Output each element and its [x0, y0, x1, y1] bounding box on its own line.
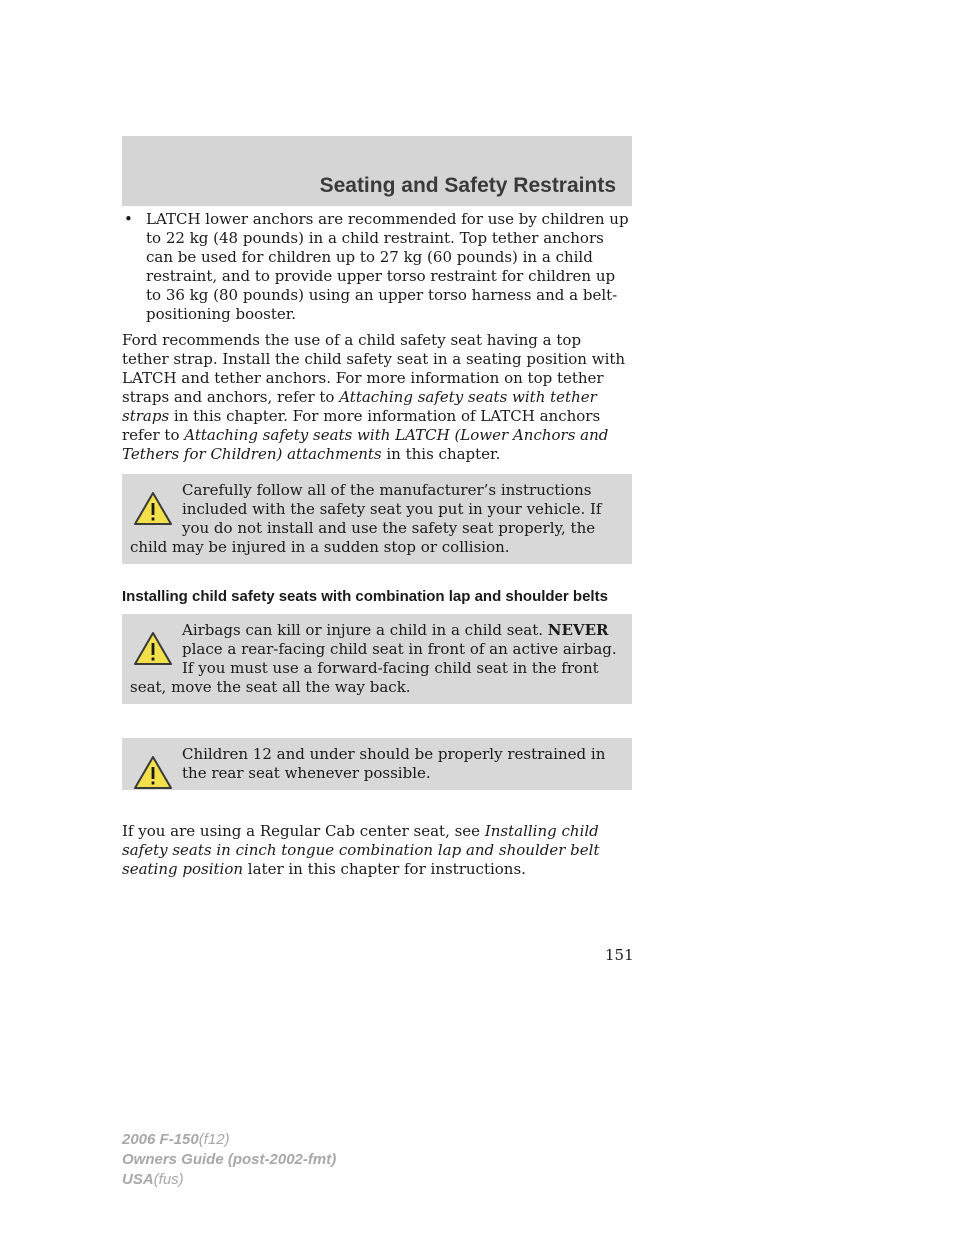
section-heading: Installing child safety seats with combination lap and shoulder belts [122, 588, 608, 605]
footer-code: (fus) [153, 1171, 184, 1188]
footer-guide: Owners Guide (post-2002-fmt) [122, 1151, 337, 1168]
warning-box [122, 738, 632, 790]
footer-market: USA [122, 1171, 154, 1188]
warning-text [130, 621, 622, 697]
cross-reference-link[interactable]: Attaching safety seats with tether straps [122, 388, 597, 425]
bullet-text: LATCH lower anchors are recommended for use by children up to 22 kg (48 pounds) in a child restraint. Top tether anchors can be used for children up to 27 kg (60 pounds) in a child restraint, and to provide upper torso restraint for children up to 36 kg (80 pounds) using an upper torso harness and a belt-positioning booster. [146, 210, 629, 323]
footer-model: 2006 F-150 [122, 1131, 199, 1148]
text-run: Ford recommends the use of a child safety seat having a top tether strap. Install the child safety seat in a seating position with LATCH and tether anchors. For more information on top tether straps and anchors, refer to [122, 331, 626, 406]
warning-triangle-icon [132, 745, 174, 793]
text-run: in this chapter. [381, 445, 501, 463]
cross-reference-link[interactable]: Installing child safety seats in cinch tongue combination lap and shoulder belt seating position [122, 822, 600, 878]
text-run: If you are using a Regular Cab center seat, see [122, 822, 485, 840]
footer [122, 1130, 336, 1190]
warning-triangle-icon [132, 481, 174, 529]
footer-code: (f12) [198, 1131, 230, 1148]
text-run: in this chapter. For more information of LATCH anchors refer to [122, 407, 601, 444]
header-band [122, 136, 632, 206]
warning-text: Children 12 and under should be properly restrained in the rear seat whenever possible. [182, 745, 606, 782]
page-content [122, 210, 632, 879]
paragraph [122, 331, 632, 464]
text-run: place a rear-facing child seat in front of an active airbag. If you must use a forward-facing child seat in the front seat, move the seat all the way back. [130, 640, 617, 696]
page-title: Seating and Safety Restraints [319, 174, 616, 197]
footer-line [122, 1150, 336, 1170]
bullet-icon: • [124, 210, 133, 228]
footer-line [122, 1170, 336, 1190]
emphasis-text: NEVER [547, 621, 609, 639]
footer-line [122, 1130, 336, 1150]
text-run: Airbags can kill or injure a child in a child seat. [182, 621, 548, 639]
text-run: later in this chapter for instructions. [243, 860, 526, 878]
cross-reference-link[interactable]: Attaching safety seats with LATCH (Lower Anchors and Tethers for Children) attachments [122, 426, 609, 463]
warning-triangle-icon [132, 621, 174, 669]
paragraph [122, 822, 632, 879]
warning-box [122, 614, 632, 704]
list-item [122, 210, 632, 324]
warning-text: Carefully follow all of the manufacturer’s instructions included with the safety seat you put in your vehicle. If you do not install and use the safety seat properly, the child may be injured in a sudden stop or collision. [130, 481, 602, 556]
page-number: 151 [605, 946, 634, 964]
warning-box [122, 474, 632, 564]
